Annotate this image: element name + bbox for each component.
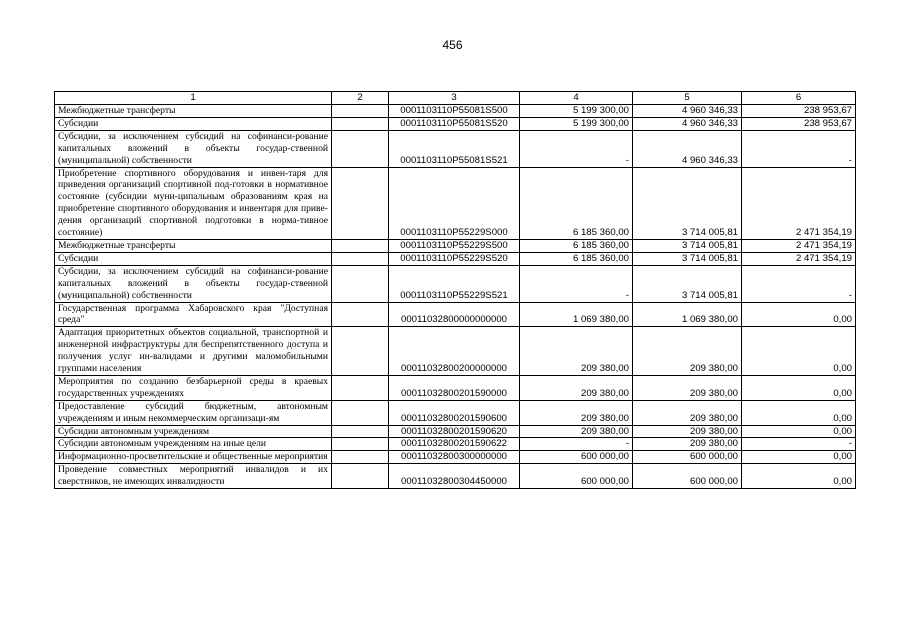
table-row — [55, 375, 856, 400]
row-name: Субсидии, за исключением субсидий на софинанси-рование капитальных вложений в объекты государ-ственной (муниципальной) собственности — [55, 130, 332, 167]
row-column-2 — [332, 400, 389, 425]
table-row — [55, 117, 856, 130]
row-value-col6: 2 471 354,19 — [742, 252, 856, 265]
row-column-2 — [332, 117, 389, 130]
row-value-col4: 600 000,00 — [520, 451, 633, 464]
row-value-col5: 3 714 005,81 — [633, 239, 742, 252]
column-header-4: 4 — [520, 92, 633, 105]
row-name: Межбюджетные трансферты — [55, 105, 332, 118]
row-name: Приобретение спортивного оборудования и инвен-таря для приведения организаций спортивной под-готовки в нормативное состояние (субсидии муни-ципальным образованиям края на приобретение спортивного оборудования и инвентаря для приве-дения организаций спортивной подготовки в норма-тивное состояние) — [55, 167, 332, 239]
row-value-col4: 209 380,00 — [520, 375, 633, 400]
row-column-2 — [332, 438, 389, 451]
row-value-col5: 4 960 346,33 — [633, 130, 742, 167]
row-value-col6: 0,00 — [742, 425, 856, 438]
row-name: Предоставление субсидий бюджетным, автономным учреждениям и иным некоммерческим организаци-ям — [55, 400, 332, 425]
row-value-col5: 209 380,00 — [633, 438, 742, 451]
table-row — [55, 400, 856, 425]
row-code: 00011032800304450000 — [389, 464, 520, 489]
row-value-col6: 0,00 — [742, 400, 856, 425]
row-value-col6: 2 471 354,19 — [742, 167, 856, 239]
column-header-3: 3 — [389, 92, 520, 105]
table-row — [55, 425, 856, 438]
table-row — [55, 464, 856, 489]
row-code: 0001103110P55229S520 — [389, 252, 520, 265]
row-column-2 — [332, 425, 389, 438]
row-value-col6: 238 953,67 — [742, 117, 856, 130]
header-row — [55, 92, 856, 105]
row-name: Субсидии автономным учреждениям на иные цели — [55, 438, 332, 451]
row-value-col6: 0,00 — [742, 464, 856, 489]
row-value-col4: 1 069 380,00 — [520, 302, 633, 327]
row-value-col4: 5 199 300,00 — [520, 117, 633, 130]
table-row — [55, 167, 856, 239]
row-name: Субсидии — [55, 252, 332, 265]
row-code: 00011032800201590600 — [389, 400, 520, 425]
table-header — [55, 92, 856, 105]
row-column-2 — [332, 464, 389, 489]
row-value-col6: 0,00 — [742, 327, 856, 376]
table-row — [55, 130, 856, 167]
row-value-col4: 6 185 360,00 — [520, 239, 633, 252]
row-value-col6: 0,00 — [742, 375, 856, 400]
page-number: 456 — [442, 38, 463, 52]
row-value-col6: 0,00 — [742, 302, 856, 327]
column-header-2: 2 — [332, 92, 389, 105]
table-row — [55, 252, 856, 265]
row-value-col4: 6 185 360,00 — [520, 252, 633, 265]
row-code: 00011032800201590000 — [389, 375, 520, 400]
row-value-col6: - — [742, 130, 856, 167]
row-code: 00011032800201590622 — [389, 438, 520, 451]
row-value-col6: 238 953,67 — [742, 105, 856, 118]
row-name: Мероприятия по созданию безбарьерной среды в краевых государственных учреждениях — [55, 375, 332, 400]
row-value-col5: 209 380,00 — [633, 375, 742, 400]
table-row — [55, 302, 856, 327]
row-value-col5: 4 960 346,33 — [633, 105, 742, 118]
column-header-6: 6 — [742, 92, 856, 105]
row-name: Адаптация приоритетных объектов социальной, транспортной и инженерной инфраструктуры для беспрепятственного доступа и получения услуг ин-валидами и другими маломобильными группами населения — [55, 327, 332, 376]
row-value-col4: - — [520, 265, 633, 302]
row-value-col6: 2 471 354,19 — [742, 239, 856, 252]
row-value-col4: 209 380,00 — [520, 327, 633, 376]
row-column-2 — [332, 375, 389, 400]
row-name: Субсидии, за исключением субсидий на софинанси-рование капитальных вложений в объекты государ-ственной (муниципальной) собственности — [55, 265, 332, 302]
row-column-2 — [332, 302, 389, 327]
row-column-2 — [332, 327, 389, 376]
row-value-col4: 600 000,00 — [520, 464, 633, 489]
column-header-5: 5 — [633, 92, 742, 105]
row-column-2 — [332, 265, 389, 302]
row-code: 00011032800300000000 — [389, 451, 520, 464]
row-code: 0001103110P55229S500 — [389, 239, 520, 252]
row-column-2 — [332, 130, 389, 167]
row-value-col5: 209 380,00 — [633, 400, 742, 425]
row-code: 0001103110P55081S521 — [389, 130, 520, 167]
row-code: 00011032800200000000 — [389, 327, 520, 376]
row-column-2 — [332, 252, 389, 265]
row-name: Государственная программа Хабаровского края "Доступная среда" — [55, 302, 332, 327]
row-code: 0001103110P55081S520 — [389, 117, 520, 130]
row-value-col5: 3 714 005,81 — [633, 265, 742, 302]
row-value-col5: 3 714 005,81 — [633, 252, 742, 265]
table-row — [55, 265, 856, 302]
row-value-col6: - — [742, 438, 856, 451]
row-value-col6: 0,00 — [742, 451, 856, 464]
row-name: Субсидии автономным учреждениям — [55, 425, 332, 438]
row-column-2 — [332, 105, 389, 118]
row-code: 00011032800201590620 — [389, 425, 520, 438]
column-header-1: 1 — [55, 92, 332, 105]
row-name: Информационно-просветительские и общественные мероприятия — [55, 451, 332, 464]
row-name: Субсидии — [55, 117, 332, 130]
row-value-col6: - — [742, 265, 856, 302]
row-code: 00011032800000000000 — [389, 302, 520, 327]
row-code: 0001103110P55229S000 — [389, 167, 520, 239]
table-row — [55, 438, 856, 451]
row-value-col4: - — [520, 130, 633, 167]
table-row — [55, 327, 856, 376]
row-value-col5: 600 000,00 — [633, 451, 742, 464]
row-value-col5: 4 960 346,33 — [633, 117, 742, 130]
row-name: Проведение совместных мероприятий инвалидов и их сверстников, не имеющих инвалидности — [55, 464, 332, 489]
row-value-col4: 5 199 300,00 — [520, 105, 633, 118]
table-body — [55, 105, 856, 489]
row-value-col4: 6 185 360,00 — [520, 167, 633, 239]
row-value-col5: 209 380,00 — [633, 425, 742, 438]
table-row — [55, 451, 856, 464]
budget-table — [54, 91, 856, 489]
row-column-2 — [332, 451, 389, 464]
row-value-col4: 209 380,00 — [520, 425, 633, 438]
row-column-2 — [332, 239, 389, 252]
table-row — [55, 239, 856, 252]
row-value-col5: 3 714 005,81 — [633, 167, 742, 239]
row-column-2 — [332, 167, 389, 239]
row-value-col4: - — [520, 438, 633, 451]
row-name: Межбюджетные трансферты — [55, 239, 332, 252]
table-row — [55, 105, 856, 118]
row-value-col5: 600 000,00 — [633, 464, 742, 489]
row-value-col5: 209 380,00 — [633, 327, 742, 376]
row-code: 0001103110P55081S500 — [389, 105, 520, 118]
row-code: 0001103110P55229S521 — [389, 265, 520, 302]
row-value-col5: 1 069 380,00 — [633, 302, 742, 327]
row-value-col4: 209 380,00 — [520, 400, 633, 425]
